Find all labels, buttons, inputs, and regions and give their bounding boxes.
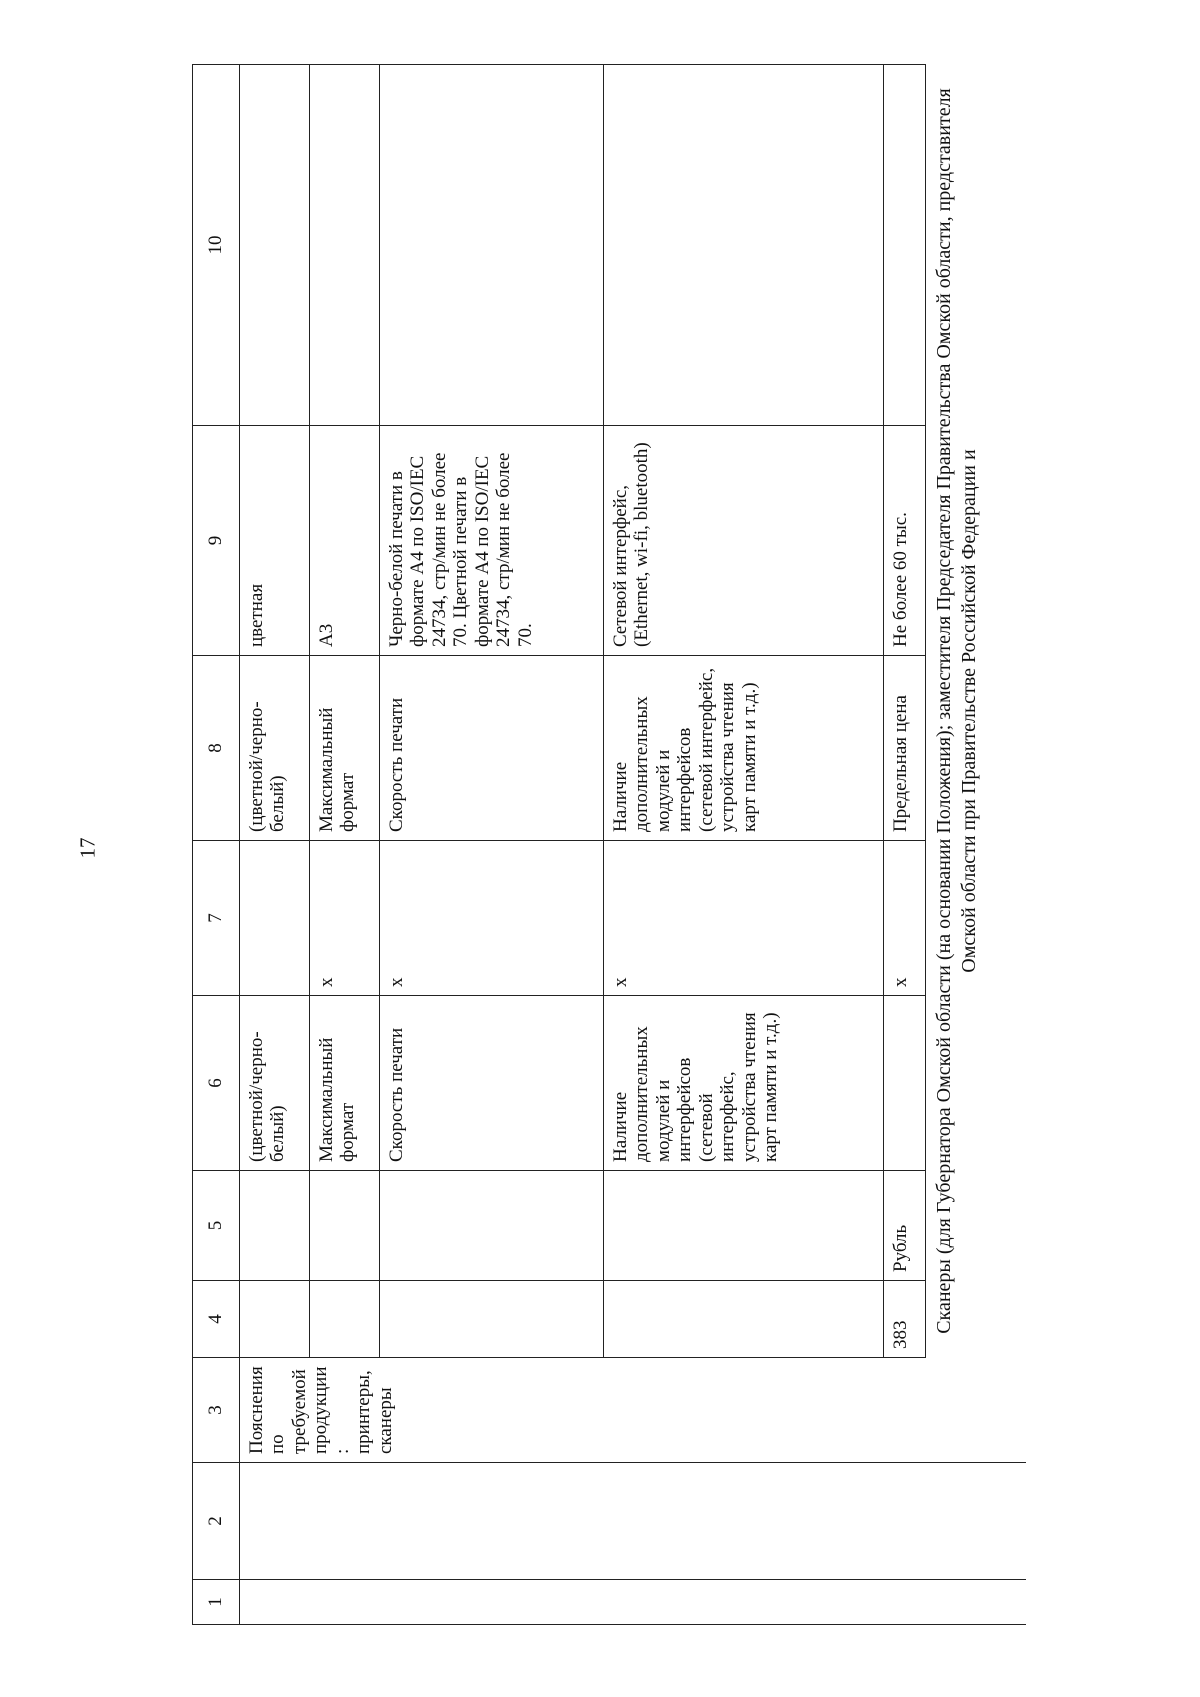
table-cell [884,1580,926,1625]
column-number: 9 [193,426,240,656]
table-row [884,65,926,1625]
table-cell [884,1358,926,1463]
table-cell [380,1281,604,1358]
scanners-heading: Сканеры (для Губернатора Омской области (на основании Положения); заместителя Председателя Правительства Омской области, представителя Омской области при Правительстве Российской Федерации и [926,65,1026,1358]
column-number-row [193,65,240,1625]
table-cell [380,65,604,426]
table-cell [884,1463,926,1580]
table-cell: (цветной/черно-белый) [240,996,310,1171]
unit-cell: Рубль [884,1171,926,1281]
table-cell: (цветной/черно-белый) [240,656,310,841]
column-number: 8 [193,656,240,841]
table-cell: Скорость печати [380,656,604,841]
table-cell: x [380,841,604,996]
table-cell: Не более 60 тыс. [884,426,926,656]
okei-code-cell: 383 [884,1281,926,1358]
table-cell [240,1463,884,1580]
table-cell: цветная [240,426,310,656]
table-row [926,65,1026,1625]
table-cell: Предельная цена [884,656,926,841]
table-cell [240,1580,884,1625]
table-row [240,65,310,1625]
column-number: 7 [193,841,240,996]
table-cell: x [604,841,884,996]
table-cell [884,996,926,1171]
column-number: 5 [193,1171,240,1281]
column-number: 4 [193,1281,240,1358]
table-cell: Скорость печати [380,996,604,1171]
table-cell [926,1463,1026,1580]
table-cell [240,65,310,426]
table-cell: x [310,841,380,996]
table-cell [240,1281,310,1358]
page-number: 17 [75,837,100,859]
table-cell [926,1358,1026,1463]
table-cell: A3 [310,426,380,656]
table-cell: Сетевой интерфейс, (Ethernet, wi-fi, bluetooth) [604,426,884,656]
table-cell [310,1171,380,1281]
column-number: 3 [193,1358,240,1463]
table-cell [240,1171,310,1281]
column-number: 6 [193,996,240,1171]
table-cell: Черно-белой печати в формате A4 по ISO/IEC 24734, стр/мин не более 70. Цветной печати в формате A4 по ISO/IEC 24734, стр/мин не более 70. [380,426,604,656]
table-cell [240,841,310,996]
characteristics-table [192,64,1026,1625]
explanation-cell: Пояснения по требуемой продукции: принтеры, сканеры [240,1358,884,1463]
table-cell: Максимальный формат [310,996,380,1171]
table-cell [926,1580,1026,1625]
table-cell [884,65,926,426]
rotated-document-sheet [192,65,1042,1625]
table-cell [604,1281,884,1358]
table-cell [604,65,884,426]
table-cell: Наличие дополнительных модулей и интерфейсов (сетевой интерфейс, устройства чтения карт памяти и т.д.) [604,996,884,1171]
table-cell: Максимальный формат [310,656,380,841]
table-cell: x [884,841,926,996]
column-number: 2 [193,1463,240,1580]
table-cell [604,1171,884,1281]
table-cell [310,65,380,426]
table-cell [380,1171,604,1281]
table-cell [310,1281,380,1358]
table-cell: Наличие дополнительных модулей и интерфейсов (сетевой интерфейс, устройства чтения карт памяти и т.д.) [604,656,884,841]
column-number: 10 [193,65,240,426]
column-number: 1 [193,1580,240,1625]
